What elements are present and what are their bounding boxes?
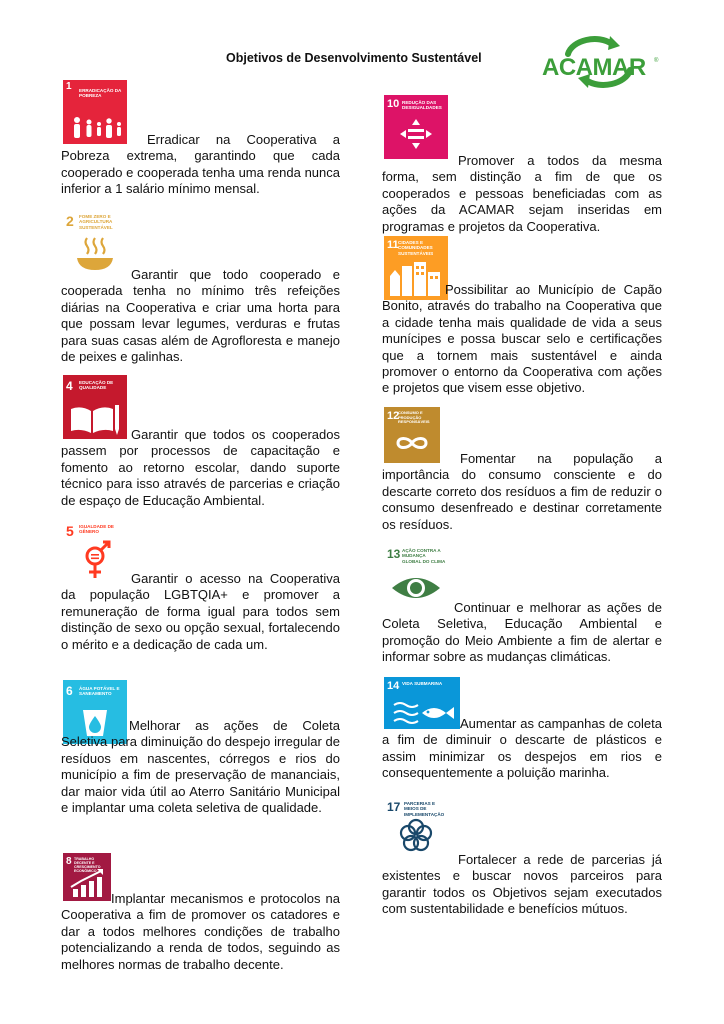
logo-text: ACAMAR [542, 54, 646, 81]
goal-11-text: Possibilitar ao Município de Capão Bonito, através do trabalho na Cooperativa que a cidade tenha mais qualidade de vida a seus munícipes e possa buscar selo e certificações que a tornem mais sustentável e ainda promover o entorno da Cooperativa com ações e projetos que visem esse objetivo. [382, 282, 662, 396]
sdg-number: 13 [387, 547, 401, 561]
sdg-number: 6 [66, 684, 73, 698]
sdg-label: AÇÃO CONTRA A MUDANÇA GLOBAL DO CLIMA [402, 548, 446, 564]
bowl-icon [63, 208, 127, 272]
goal-6-text: Melhorar as ações de Coleta Seletiva para diminuição do despejo irregular de resíduos em nascentes, córregos e rios do município a fim de preservação de mananciais, dar maior vida útil ao Aterro Sanitário Municipal e implantar uma coleta seletiva de qualidade. [61, 718, 340, 816]
inequality-arrows-icon [384, 95, 448, 159]
sdg-label: VIDA SUBMARINA [402, 681, 443, 686]
sdg-number: 17 [387, 800, 401, 814]
goal-10-text: Promover a todos da mesma forma, sem distinção a fim de que os cooperados e pessoas beneficiadas com as ações da ACAMAR sejam inseridas em programas e projetos da Cooperativa. [382, 153, 662, 234]
sdg-number: 10 [387, 98, 400, 110]
registered-mark: ® [654, 58, 659, 64]
sdg-label: EDUCAÇÃO DE QUALIDADE [79, 380, 114, 391]
sdg-number: 12 [387, 410, 400, 422]
sdg-label: CONSUMO E PRODUÇÃO RESPONSÁVEIS [398, 410, 430, 425]
sdg-2-icon [63, 208, 127, 272]
sdg-number: 5 [66, 523, 74, 539]
sdg-number: 14 [387, 680, 400, 692]
goal-17-text: Fortalecer a rede de parcerias já existentes e buscar novos parceiros para garantir todos os Objetivos sejam executados com sustentabilidade e benefícios mútuos. [382, 852, 662, 917]
sdg-number: 1 [66, 81, 72, 92]
sdg-13-icon [384, 544, 448, 608]
goal-13-text: Continuar e melhorar as ações de Coleta Seletiva, Educação Ambiental e promoção do Meio Ambiente a fim de alertar e informar sobre as mudanças climáticas. [382, 600, 662, 665]
document-title: Objetivos de Desenvolvimento Sustentável [226, 51, 482, 65]
sdg-label: ÁGUA POTÁVEL E SANEAMENTO [79, 686, 120, 697]
goal-1-text: Erradicar na Cooperativa a Pobreza extrema, garantindo que cada cooperado e cooperada tenha uma renda nunca inferior a 1 salário mínimo mensal. [61, 132, 340, 197]
sdg-label: ERRADICAÇÃO DA POBREZA [79, 88, 122, 99]
goal-5-text: Garantir o acesso na Cooperativa da população LGBTQIA+ e promover a remuneração de forma igual para todos sem distinção de sexo ou opção sexual, fortalecendo o mérito e a dedicação de cada um. [61, 571, 340, 652]
sdg-10-icon [384, 95, 448, 159]
sdg-label: REDUÇÃO DAS DESIGUALDADES [402, 100, 442, 111]
goal-4-text: Garantir que todos os cooperados passem por processos de capacitação e fomento ao retorno escolar, dando suporte técnico para isso através de parcerias e criação de espaço de Educação Ambiental. [61, 427, 340, 508]
sdg-label: TRABALHO DECENTE E CRESCIMENTO ECONÔMICO [74, 857, 101, 874]
sdg-label: CIDADES E COMUNIDADES SUSTENTÁVEIS [398, 240, 434, 256]
goal-2-text: Garantir que todo cooperado e cooperada tenha no mínimo três refeições diárias na Cooperativa e criar uma horta para que possam levar legumes, verduras e frutas para suas casas além de Agrofloresta e manejo de peixes e galinhas. [61, 267, 340, 365]
sdg-label: PARCERIAS E MEIOS DE IMPLEMENTAÇÃO [404, 801, 445, 817]
earth-eye-icon [384, 544, 448, 608]
goal-12-text: Fomentar na população a importância do consumo consciente e do descarte correto dos resíduos a fim de reduzir o consumo desenfreado e destinar corretamente os resíduos. [382, 451, 662, 532]
sdg-number: 8 [66, 856, 72, 867]
sdg-label: IGUALDADE DE GÊNERO [79, 524, 114, 535]
goal-8-text: Implantar mecanismos e protocolos na Cooperativa a fim de promover os catadores e dar a todos melhores condições de trabalho potencializando a renda de todos, seguindo as melhores normas de trabalho decente. [61, 891, 340, 972]
goal-14-text: Aumentar as campanhas de coleta a fim de diminuir o descarte de plásticos e assim minimizar os despejos em rios e consequentemente a poluição marinha. [382, 716, 662, 781]
sdg-label: FOME ZERO E AGRICULTURA SUSTENTÁVEL [79, 214, 113, 230]
sdg-number: 11 [387, 239, 399, 251]
acamar-logo [538, 32, 662, 90]
sdg-number: 2 [66, 213, 74, 229]
sdg-number: 4 [66, 379, 73, 393]
